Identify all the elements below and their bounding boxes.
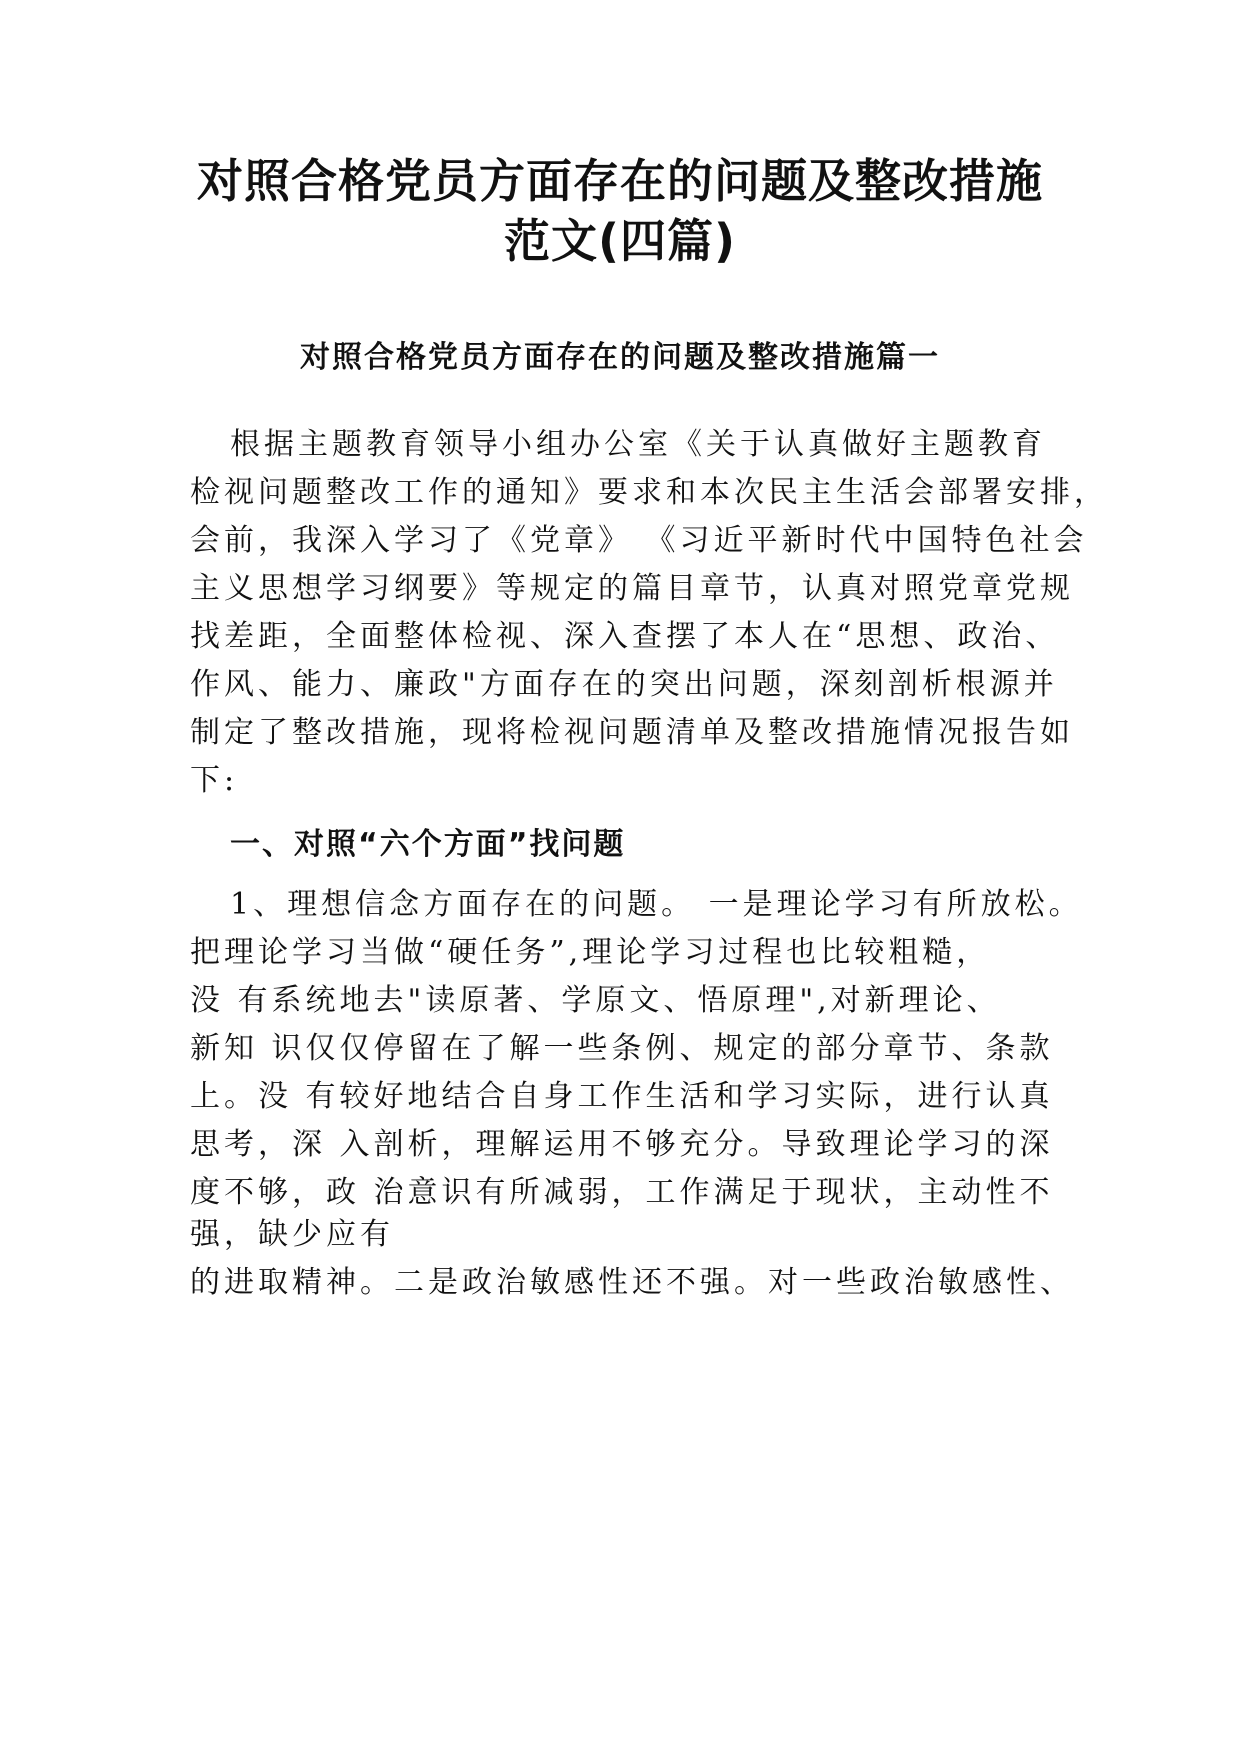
body-line: 上。没 有较好地结合自身工作生活和学习实际，进行认真 xyxy=(190,1079,1054,1114)
body-line: 度不够，政 治意识有所减弱，工作满足于现状，主动性不 xyxy=(190,1175,1054,1210)
intro-line: 主义思想学习纲要》等规定的篇目章节，认真对照党章党规 xyxy=(190,571,1074,606)
body-line: 没 有系统地去"读原著、学原文、悟原理",对新理论、 xyxy=(190,983,1001,1018)
intro-line: 作风、能力、廉政"方面存在的突出问题，深刻剖析根源并 xyxy=(190,667,1058,702)
body-line: 的进取精神。二是政治敏感性还不强。对一些政治敏感性、 xyxy=(190,1265,1074,1300)
body-line: 新知 识仅仅停留在了解一些条例、规定的部分章节、条款 xyxy=(190,1031,1054,1066)
body-line: 思考，深 入剖析，理解运用不够充分。导致理论学习的深 xyxy=(190,1127,1054,1162)
body-line: 强，缺少应有 xyxy=(190,1217,394,1252)
intro-line: 会前，我深入学习了《党章》 《习近平新时代中国特色社会 xyxy=(190,523,1088,558)
intro-line: 根据主题教育领导小组办公室《关于认真做好主题教育 xyxy=(230,427,1046,462)
document-title-line-1: 对照合格党员方面存在的问题及整改措施 xyxy=(197,154,1043,208)
body-line: 1、理想信念方面存在的问题。 一是理论学习有所放松。 xyxy=(230,887,1083,922)
subheading: 一、对照“六个方面”找问题 xyxy=(230,827,626,862)
section-heading: 对照合格党员方面存在的问题及整改措施篇一 xyxy=(300,340,940,375)
intro-line: 检视问题整改工作的通知》要求和本次民主生活会部署安排， xyxy=(190,475,1108,510)
document-title-line-2: 范文(四篇) xyxy=(503,214,737,268)
intro-line: 制定了整改措施，现将检视问题清单及整改措施情况报告如 xyxy=(190,715,1074,750)
intro-line: 下: xyxy=(190,763,239,798)
body-line: 把理论学习当做“硬任务”,理论学习过程也比较粗糙， xyxy=(190,935,991,970)
intro-line: 找差距，全面整体检视、深入查摆了本人在“思想、政治、 xyxy=(190,619,1060,654)
